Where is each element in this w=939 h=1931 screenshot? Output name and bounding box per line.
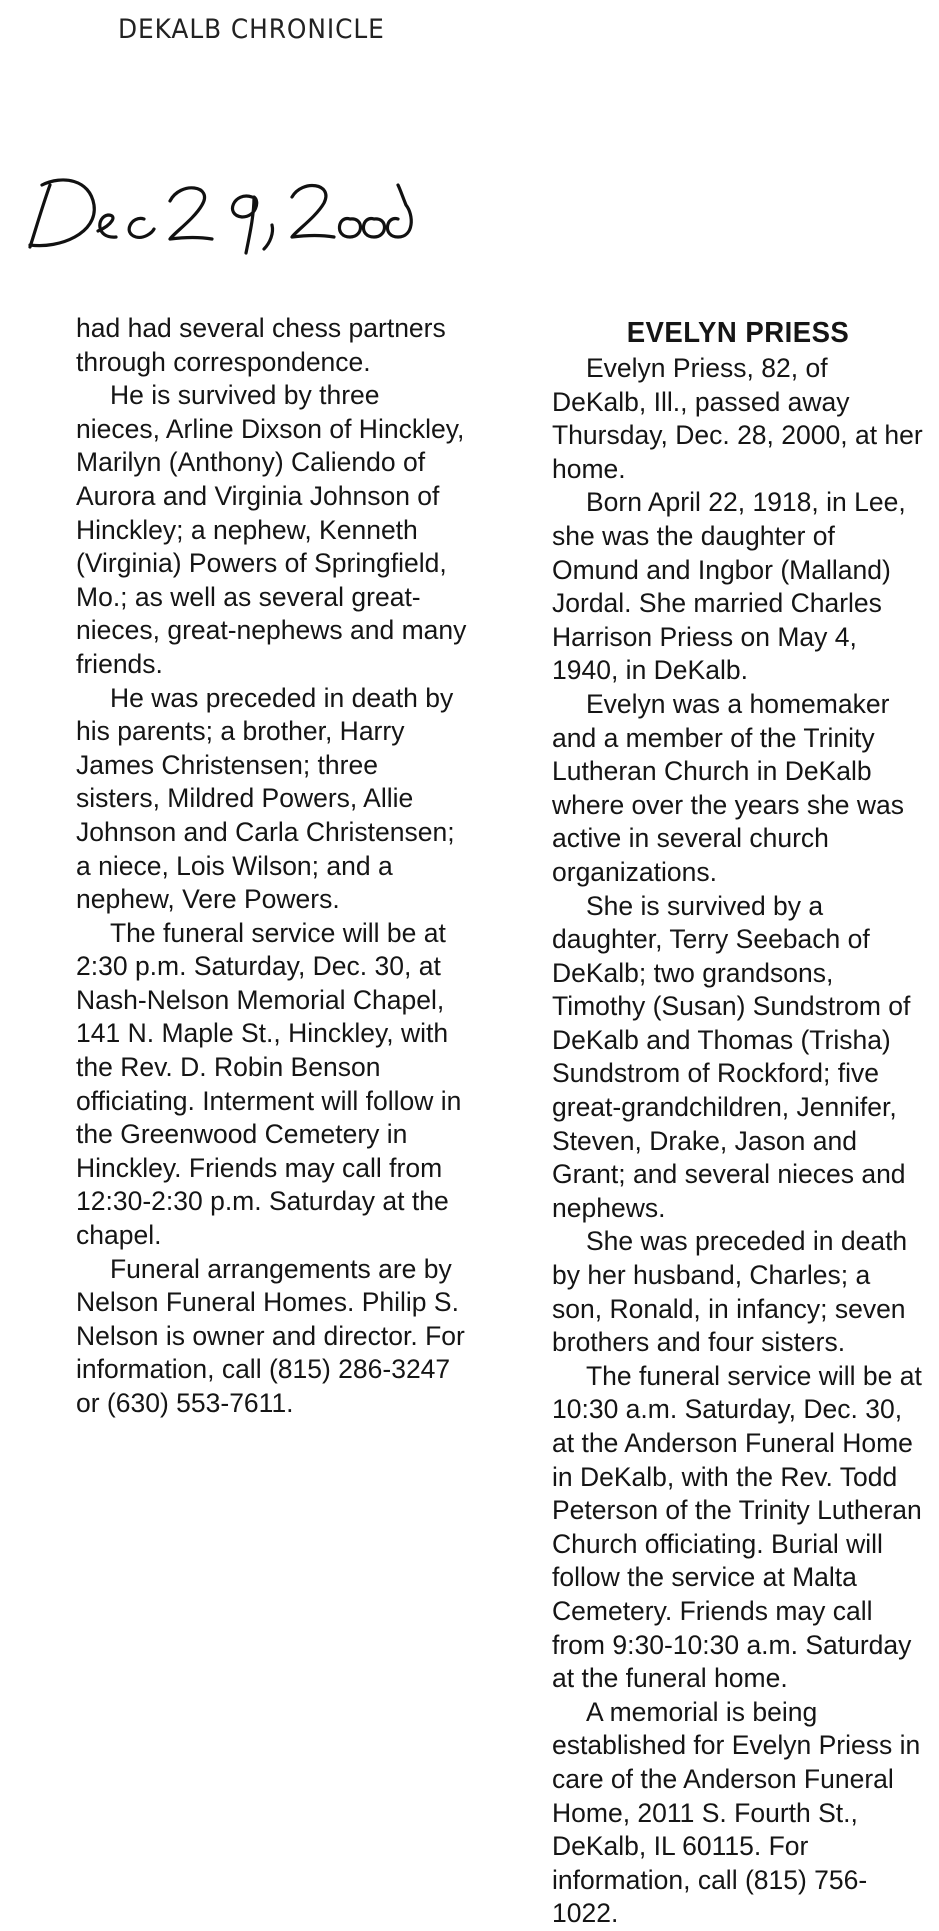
paragraph: Funeral arrangements are by Nelson Funeral Homes. Philip S. Nelson is owner and director. For information, call (815) 286-3247 or (630) 553-7611.	[76, 1253, 465, 1418]
paragraph: He is survived by three nieces, Arline Dixson of Hinckley, Marilyn (Anthony) Caliendo of Aurora and Virginia Johnson of Hinckley; a nephew, Kenneth (Virginia) Powers of Springfield, Mo.; as well as several great-nieces, great-nephews and many friends.	[76, 380, 467, 679]
paragraph: She is survived by a daughter, Terry Seebach of DeKalb; two grandsons, Timothy (Susan) Sundstrom of DeKalb and Thomas (Trisha) Sundstrom of Rockford; five great-grandchildren, Jennifer, Steven, Drake, Jason and Grant; and several nieces and nephews.	[552, 890, 911, 1223]
paragraph: He was preceded in death by his parents; a brother, Harry James Christensen; three sisters, Mildred Powers, Allie Johnson and Carla Christensen; a niece, Lois Wilson; and a nephew, Vere Powers.	[76, 682, 455, 915]
obituary-left-column	[76, 312, 468, 1421]
obituary-right-column	[552, 316, 924, 1931]
paragraph: A memorial is being established for Evelyn Priess in care of the Anderson Funeral Home, 2011 S. Fourth St., DeKalb, IL 60115. For information, call (815) 756-1022.	[552, 1696, 921, 1929]
paragraph: The funeral service will be at 10:30 a.m. Saturday, Dec. 30, at the Anderson Funeral Home in DeKalb, with the Rev. Todd Peterson of the Trinity Lutheran Church officiating. Burial will follow the service at Malta Cemetery. Friends may call from 9:30-10:30 a.m. Saturday at the funeral home.	[552, 1360, 922, 1694]
obituary-headline: EVELYN PRIESS	[626, 317, 850, 349]
handwritten-date	[20, 145, 440, 255]
paragraph: The funeral service will be at 2:30 p.m. Saturday, Dec. 30, at Nash-Nelson Memorial Chapel, 141 N. Maple St., Hinckley, with the Rev. D. Robin Benson officiating. Interment will follow in the Greenwood Cemetery in Hinckley. Friends may call from 12:30-2:30 p.m. Saturday at the chapel.	[76, 917, 462, 1251]
paragraph: Born April 22, 1918, in Lee, she was the daughter of Omund and Ingbor (Malland) Jordal. She married Charles Harrison Priess on May 4, 1940, in DeKalb.	[552, 487, 906, 686]
paragraph: She was preceded in death by her husband, Charles; a son, Ronald, in infancy; seven brothers and four sisters.	[552, 1226, 908, 1358]
paragraph: had had several chess partners through correspondence.	[76, 313, 446, 377]
paragraph: Evelyn Priess, 82, of DeKalb, Ill., passed away Thursday, Dec. 28, 2000, at her home.	[552, 353, 923, 484]
paragraph: Evelyn was a homemaker and a member of the Trinity Lutheran Church in DeKalb where over the years she was active in several church organizations.	[552, 688, 905, 887]
newspaper-masthead: DEKALB CHRONICLE	[118, 14, 385, 45]
